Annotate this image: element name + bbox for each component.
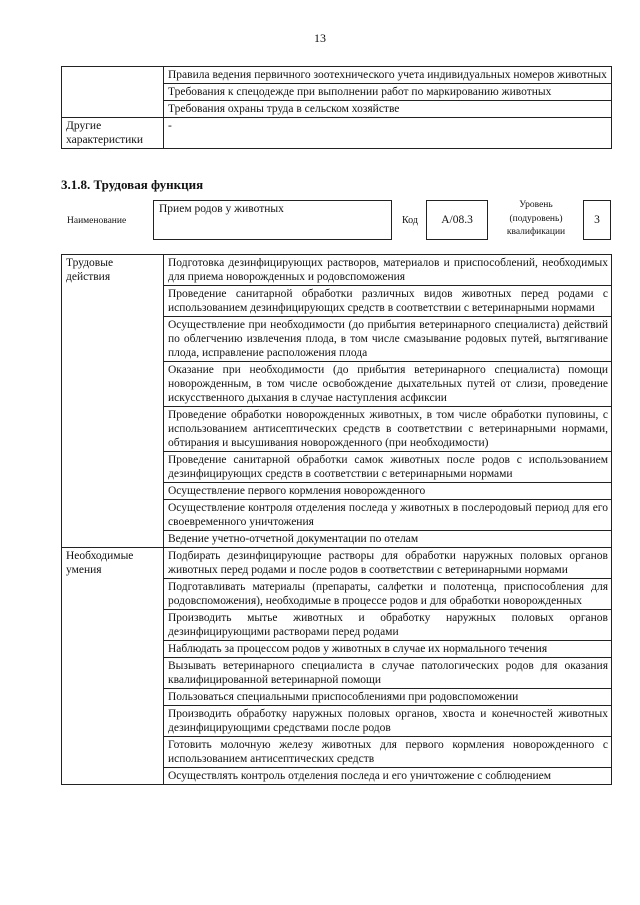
skill-item: Осуществлять контроль отделения последа и его уничтожение с соблюдением <box>164 768 612 785</box>
labor-actions-header: Трудовые действия <box>62 255 164 548</box>
skill-item: Наблюдать за процессом родов у животных в случае их нормального течения <box>164 641 612 658</box>
qualification-level-value: 3 <box>583 200 611 240</box>
labor-action-item: Осуществление первого кормления новорожденного <box>164 483 612 500</box>
labor-action-item: Осуществление при необходимости (до прибытия ветеринарного специалиста) действий по облегчению извлечения плода, в том числе смазывание родовых путей, вытягивание плода, исправление расположения плода <box>164 317 612 362</box>
row-header-empty <box>62 67 164 118</box>
code-label: Код <box>402 215 418 226</box>
table-row <box>62 67 612 84</box>
name-label: Наименование <box>67 216 127 226</box>
labor-action-item: Проведение санитарной обработки самок животных после родов с использованием дезинфицирующих средств в соответствии с ветеринарными нормами <box>164 452 612 483</box>
table-cell: - <box>164 118 612 149</box>
skill-item: Подбирать дезинфицирующие растворы для обработки наружных половых органов животных перед родами и после родов в соответствии с ветеринарными нормами <box>164 548 612 579</box>
table-row <box>62 255 612 286</box>
labor-function-table <box>61 254 612 785</box>
table-cell: Требования к спецодежде при выполнении работ по маркированию животных <box>164 84 612 101</box>
qualification-level-label: Уровень (подуровень) квалификации <box>506 200 566 237</box>
skill-item: Производить обработку наружных половых органов, хвоста и конечностей животных дезинфицирующими средствами после родов <box>164 706 612 737</box>
table-cell: Правила ведения первичного зоотехнического учета индивидуальных номеров животных <box>164 67 612 84</box>
skill-item: Подготавливать материалы (препараты, салфетки и полотенца, приспособления для родовспоможения), необходимые в процессе родов и для обработки новорожденных <box>164 579 612 610</box>
function-name-value: Прием родов у животных <box>153 200 392 240</box>
skill-item: Производить мытье животных и обработку наружных половых органов дезинфицирующими растворами перед родами <box>164 610 612 641</box>
skill-item: Вызывать ветеринарного специалиста в случае патологических родов для оказания квалифицированной ветеринарной помощи <box>164 658 612 689</box>
skills-header: Необходимые умения <box>62 548 164 785</box>
table-row <box>62 118 612 149</box>
skill-item: Готовить молочную железу животных для первого кормления новорожденного с использованием антисептических средств <box>164 737 612 768</box>
page-number: 13 <box>314 31 326 45</box>
function-code-value: A/08.3 <box>426 200 488 240</box>
labor-action-item: Проведение обработки новорожденных животных, в том числе обработки пуповины, с использованием антисептических средств в соответствии с ветеринарными нормами, обтирания и высушивания новорожденного (при необходимости) <box>164 407 612 452</box>
previous-function-table <box>61 66 612 149</box>
row-header-other-characteristics: Другие характеристики <box>62 118 164 149</box>
skill-item: Пользоваться специальными приспособлениями при родовспоможении <box>164 689 612 706</box>
section-title: 3.1.8. Трудовая функция <box>61 177 204 192</box>
table-cell: Требования охраны труда в сельском хозяйстве <box>164 101 612 118</box>
labor-action-item: Подготовка дезинфицирующих растворов, материалов и приспособлений, необходимых для приема новорожденных и родовспоможения <box>164 255 612 286</box>
table-row <box>62 548 612 579</box>
labor-action-item: Оказание при необходимости (до прибытия ветеринарного специалиста) помощи новорожденным, в том числе освобождение дыхательных путей от слизи, проведение искусственного дыхания в случае наступления асфиксии <box>164 362 612 407</box>
labor-action-item: Ведение учетно-отчетной документации по отелам <box>164 531 612 548</box>
labor-action-item: Осуществление контроля отделения последа у животных в послеродовый период для его своевременного уничтожения <box>164 500 612 531</box>
labor-action-item: Проведение санитарной обработки различных видов животных перед родами с использованием дезинфицирующих средств в соответствии с ветеринарными нормами <box>164 286 612 317</box>
